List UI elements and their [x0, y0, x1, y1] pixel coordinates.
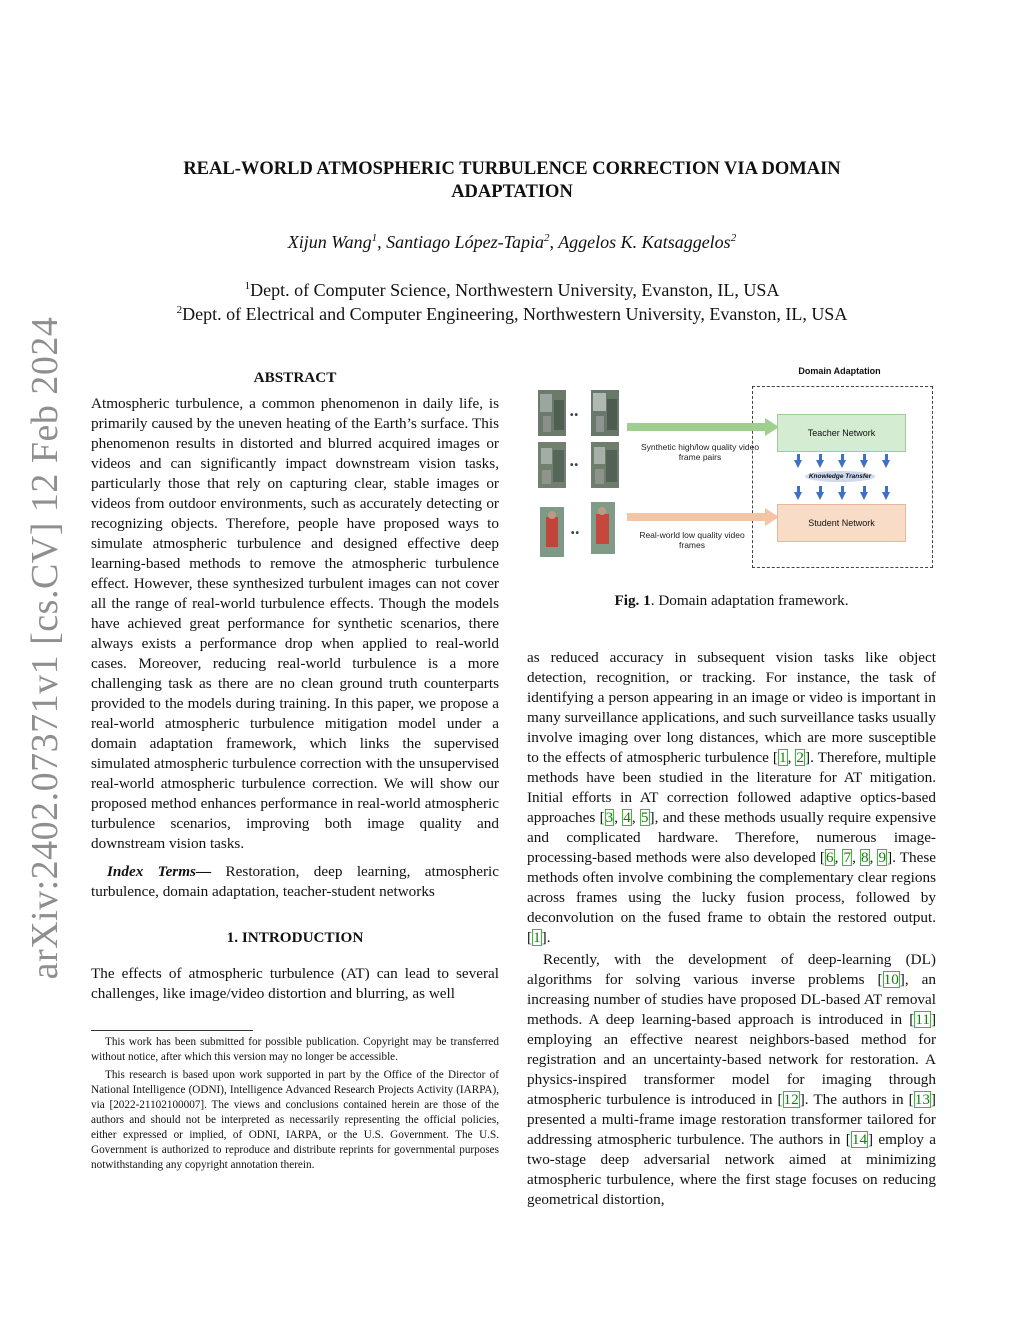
citation-link[interactable]: 9 [878, 849, 887, 866]
real-world-label: Real-world low quality video frames [639, 530, 745, 550]
citation-link[interactable]: 1 [778, 749, 787, 766]
intro-paragraph-2: Recently, with the development of deep-learning (DL) algorithms for solving various inverse problems [10], an increasing number of studies have proposed DL-based AT removal methods. A deep learning-based approach is introduced in [11] employing an effective nearest neighbors-based method for registration and an uncertainty-based network for restoration. A physics-inspired transformer model for imaging through atmospheric turbulence is introduced in [12]. The authors in [13] presented a multi-frame image restoration transformer tailored for addressing atmospheric turbulence. The authors in [14] employ a two-stage deep adversarial network aimed at minimizing atmospheric turbulence, where the first stage focuses on reducing geometrical distortion, [527, 951, 937, 1208]
footnote: This research is based upon work supported in part by the Office of the Director of National Intelligence (ODNI), Intelligence Advanced Research Projects Activity (IARPA), via [2022-21102100007]. The views and conclusions contained herein are those of the authors and should not be interpreted as necessarily representing the official policies, either expressed or implied, of ODNI, IARPA, or the U.S. Government. The U.S. Government is authorized to reproduce and distribute reprints for governmental purposes notwithstanding any copyright annotation therein. [91, 1069, 499, 1171]
text-run: Recently, with the development of deep-learning (DL) algorithms for solving various inverse problems [527, 951, 936, 988]
ellipsis-dots: •• [571, 528, 581, 539]
text-run: as reduced accuracy in subsequent vision tasks like object detection, recognition, or tracking. For instance, the task of identifying a person appearing in an image or video is important in many surveillance applications, and such surveillance tasks usually involve imaging over long distances, which are more susceptible to the effects of atmospheric turbulence [527, 649, 936, 766]
author-affiliation-mark: 1 [371, 232, 378, 244]
abstract-text: Atmospheric turbulence, a common phenomenon in daily life, is primarily caused by the uneven heating of the Earth’s surface. This phenomenon results in distorted and blurred acquired images or videos and can significantly impact downstream vision tasks, particularly those that rely on capturing clear, stable images or videos from outdoor environments, such as accurately detecting or recognizing objects. Therefore, people have proposed ways to simulate atmospheric turbulence and designed effective deep learning-based methods to remove the atmospheric turbulence effect. However, these synthesized turbulent images can not cover all the range of real-world turbulence effects. Though the models have achieved great performance for synthetic scenarios, there always exists a performance drop when applied to real-world cases. Moreover, reducing real-world turbulence is a more challenging task as there are no clean ground truth counterparts provided to the models during training. In this paper, we propose a real-world atmospheric turbulence mitigation model under a domain adaptation framework, which links the supervised simulated atmospheric turbulence correction with the unsupervised real-world atmospheric turbulence correction. We will show our proposed method enhances performance in real-world atmospheric turbulence scenarios, improving both image quality and downstream vision tasks. [91, 395, 499, 852]
paper-title: REAL-WORLD ATMOSPHERIC TURBULENCE CORRECTION VIA DOMAIN ADAPTATION [183, 159, 841, 202]
citation-link[interactable]: 5 [640, 809, 649, 826]
figure-title: Domain Adaptation [798, 366, 881, 376]
knowledge-transfer-label: Knowledge Transfer [805, 471, 875, 482]
synthetic-frame-image [591, 442, 619, 488]
down-arrow-icon [794, 492, 802, 500]
abstract-heading: ABSTRACT [253, 369, 337, 386]
figure-1 [527, 362, 936, 617]
right-column [527, 648, 936, 1210]
citation-link[interactable]: 7 [843, 849, 852, 866]
citation-link[interactable]: 2 [796, 749, 805, 766]
citation-link[interactable]: 8 [860, 849, 869, 866]
figure-caption-text: . Domain adaptation framework. [650, 592, 849, 609]
real-world-frame-image [591, 502, 615, 554]
down-arrow-icon [838, 492, 846, 500]
text-run: . The authors in [804, 1091, 909, 1108]
down-arrow-icon [860, 460, 868, 468]
text-run: . These methods often involve combining the complementary clear regions across frames using the lucky fusion process, followed by deconvolution on the fused frame to obtain the restored output. [527, 849, 937, 926]
intro-paragraph: The effects of atmospheric turbulence (AT) can lead to several challenges, like image/video distortion and blurring, as well [91, 965, 499, 1002]
citation-link[interactable]: 13 [914, 1091, 930, 1108]
figure-caption [527, 592, 936, 610]
left-column [91, 368, 499, 1004]
citation-link[interactable]: 4 [623, 809, 631, 826]
down-arrow-icon [794, 460, 802, 468]
citation-link[interactable]: 12 [783, 1091, 799, 1108]
citation-link[interactable]: 11 [915, 1011, 930, 1028]
real-world-frame-image [540, 507, 564, 557]
affiliation-text: Dept. of Electrical and Computer Engineering, Northwestern University, Evanston, IL, USA [182, 304, 848, 324]
teacher-network-box: Teacher Network [777, 414, 906, 452]
text-run: presented a multi-frame image restoration transformer tailored for addressing atmospheric turbulence. The authors in [527, 1111, 936, 1148]
text-run: , an increasing number of studies have proposed DL-based AT removal methods. A deep learning-based approach is introduced in [527, 971, 936, 1028]
synthetic-arrow [627, 418, 779, 436]
synthetic-frame-image [538, 442, 566, 488]
section-heading-introduction: 1. INTRODUCTION [226, 929, 364, 946]
down-arrow-icon [860, 492, 868, 500]
author-affiliation-mark: 2 [730, 232, 737, 244]
synthetic-frame-image [591, 390, 619, 436]
student-network-box: Student Network [777, 504, 906, 542]
footnote-rule [91, 1030, 253, 1031]
citation-link[interactable]: 1 [533, 929, 541, 946]
author-name: Xijun Wang [287, 232, 372, 252]
down-arrow-icon [816, 492, 824, 500]
synthetic-frame-image [538, 390, 566, 436]
real-world-arrow [627, 508, 779, 526]
index-terms-label: Index Terms— [107, 863, 212, 880]
footnotes [91, 1030, 499, 1176]
text-run: employing an effective nearest neighbors-based method for registration and an uncertainty-based network for restoration. A physics-inspired transformer model for imaging through atmospheric turbulence is introduced in [527, 1031, 936, 1108]
intro-paragraph-continued: as reduced accuracy in subsequent vision tasks like object detection, recognition, or tracking. For instance, the task of identifying a person appearing in an image or video is important in many surveillance applications, and such surveillance tasks usually involve imaging over long distances, which are more susceptible to the effects of atmospheric turbulence [1, 2]. Therefore, multiple methods have been studied in the literature for AT mitigation. Initial efforts in AT correction followed adaptive optics-based approaches [3, 4, 5], and these methods usually require expensive and complicated hardware. Therefore, numerous image-processing-based methods were also developed [6, 7, 8, 9]. These methods often involve combining the complementary clear regions across frames using the lucky fusion process, followed by deconvolution on the fused frame to obtain the restored output. [1]. [527, 649, 937, 946]
affiliation-number: 1 [244, 280, 251, 292]
arxiv-identifier: arXiv:2402.07371v1 [cs.CV] 12 Feb 2024 [24, 316, 66, 980]
synthetic-label: Synthetic high/low quality video frame pairs [640, 442, 760, 462]
citation-link[interactable]: 10 [883, 971, 899, 988]
affiliation [100, 302, 924, 326]
index-terms-text: Restoration, deep learning, atmospheric turbulence, domain adaptation, teacher-student networks [91, 863, 500, 900]
figure-caption-label: Fig. 1 [614, 592, 651, 609]
author-name: Aggelos K. Katsaggelos [558, 232, 731, 252]
ellipsis-dots: •• [570, 410, 580, 421]
down-arrow-icon [882, 492, 890, 500]
text-run: employ a two-stage deep adversarial network aimed at minimizing atmospheric turbulence, where the first stage focuses on reducing geometrical distortion, [527, 1131, 937, 1208]
ellipsis-dots: •• [570, 460, 580, 471]
author-list: Xijun Wang$^1$, Santiago López-Tapia$^2$, Aggelos K. Katsaggelos$^2$ [287, 232, 737, 252]
down-arrow-icon [816, 460, 824, 468]
citation-link[interactable]: 3 [605, 809, 614, 826]
affiliation-text: Dept. of Computer Science, Northwestern University, Evanston, IL, USA [250, 280, 780, 300]
author-name: Santiago López-Tapia [386, 232, 544, 252]
affiliation-number: 2 [176, 304, 183, 316]
footnote: This work has been submitted for possible publication. Copyright may be transferred without notice, after which this version may no longer be accessible. [91, 1036, 499, 1063]
affiliation [100, 278, 924, 302]
author-affiliation-mark: 2 [544, 232, 550, 244]
citation-link[interactable]: 6 [825, 849, 834, 866]
citation-link[interactable]: 14 [851, 1131, 868, 1148]
index-terms [91, 862, 499, 902]
down-arrow-icon [838, 460, 846, 468]
affiliations [100, 278, 924, 326]
down-arrow-icon [882, 460, 890, 468]
text-run: , and these methods usually require expensive and complicated hardware. Therefore, numerous image-processing-based methods were also developed [527, 809, 937, 866]
text-run: Therefore, multiple methods have been studied in the literature for AT mitigation. Initial efforts in AT correction followed adaptive optics-based approaches [527, 749, 936, 826]
